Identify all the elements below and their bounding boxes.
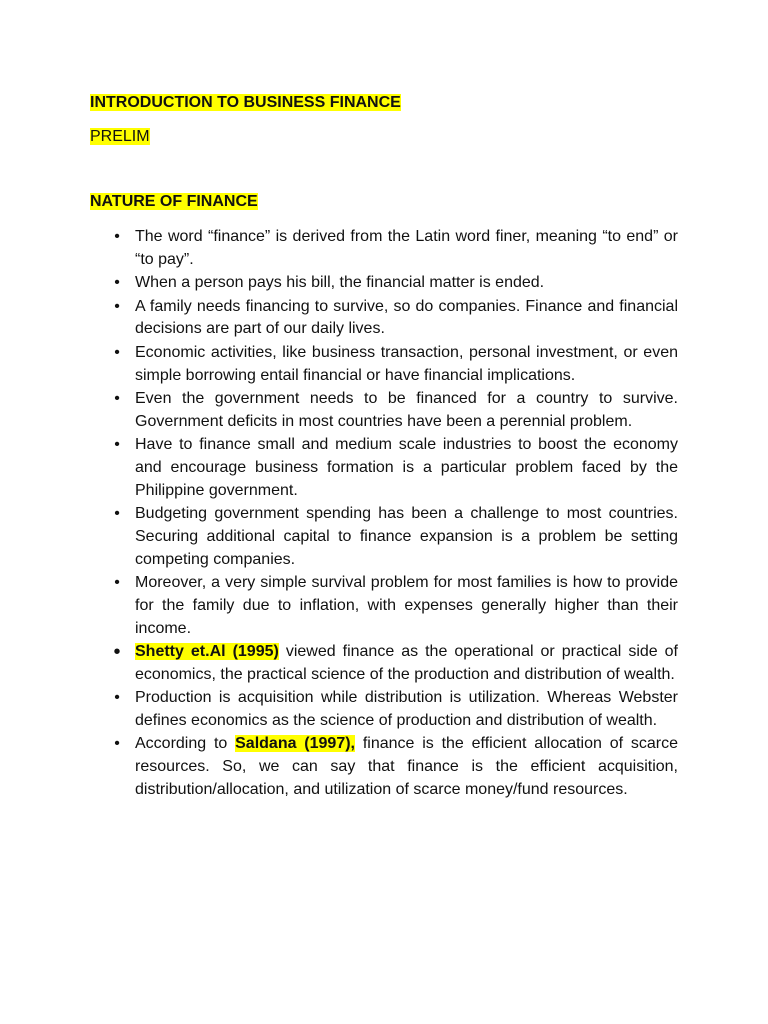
- list-item: [90, 641, 678, 686]
- bullet-list: [90, 226, 678, 802]
- item-text: The word “finance” is derived from the Latin word finer, meaning “to end” or “to pay”.: [135, 228, 678, 268]
- item-text: Economic activities, like business transaction, personal investment, or even simple borrowing entail financial or have financial implications.: [135, 343, 678, 384]
- item-text: A family needs financing to survive, so do companies. Finance and financial decisions are part of our daily lives.: [135, 297, 678, 338]
- bullet-icon: •: [114, 297, 120, 315]
- bullet-icon: •: [114, 574, 120, 592]
- document-subtitle: [90, 127, 150, 147]
- bullet-icon: •: [113, 641, 121, 664]
- bullet-icon: •: [114, 228, 120, 245]
- section-heading: [90, 192, 258, 212]
- item-text: Production is acquisition while distribution is utilization. Whereas Webster defines economics as the science of production and distribution of wealth.: [135, 689, 678, 729]
- bullet-icon: •: [114, 689, 120, 707]
- bullet-icon: •: [114, 505, 120, 523]
- list-item: [90, 272, 678, 295]
- list-item: [90, 503, 678, 571]
- list-item: [90, 687, 678, 732]
- list-item: [90, 572, 678, 640]
- bullet-icon: •: [114, 274, 120, 292]
- list-item: [90, 388, 678, 433]
- list-item: [90, 296, 678, 341]
- list-item: [90, 434, 678, 502]
- subtitle-highlight: PRELIM: [90, 128, 150, 145]
- title-highlight: INTRODUCTION TO BUSINESS FINANCE: [90, 94, 401, 111]
- bullet-icon: •: [114, 390, 120, 408]
- list-item: [90, 226, 678, 271]
- item-text: Have to finance small and medium scale industries to boost the economy and encourage business formation is a particular problem faced by the Philippine government.: [135, 436, 678, 499]
- item-prefix: According to: [135, 735, 236, 753]
- list-item: [90, 733, 678, 801]
- list-item: [90, 342, 678, 387]
- citation-highlight: Saldana (1997),: [235, 735, 355, 753]
- document-title: [90, 93, 401, 113]
- item-text: When a person pays his bill, the financial matter is ended.: [135, 274, 545, 292]
- item-text: Even the government needs to be financed for a country to survive. Government deficits in most countries have been a perennial problem.: [135, 390, 678, 430]
- item-text: Moreover, a very simple survival problem for most families is how to provide for the family due to inflation, with expenses generally higher than their income.: [135, 574, 678, 637]
- section-heading-highlight: NATURE OF FINANCE: [90, 193, 258, 210]
- bullet-icon: •: [114, 343, 120, 361]
- bullet-icon: •: [114, 735, 120, 753]
- citation-highlight: Shetty et.Al (1995): [135, 643, 279, 661]
- item-text: viewed finance as the operational or practical side of economics, the practical science of the production and distribution of wealth.: [135, 643, 679, 683]
- item-text: Budgeting government spending has been a challenge to most countries. Securing additional capital to finance expansion is a problem be setting competing companies.: [135, 505, 678, 568]
- bullet-icon: •: [114, 436, 120, 454]
- item-text: finance is the efficient allocation of scarce resources. So, we can say that finance is the efficient acquisition, distribution/allocation, and utilization of scarce money/fund resources.: [135, 735, 678, 798]
